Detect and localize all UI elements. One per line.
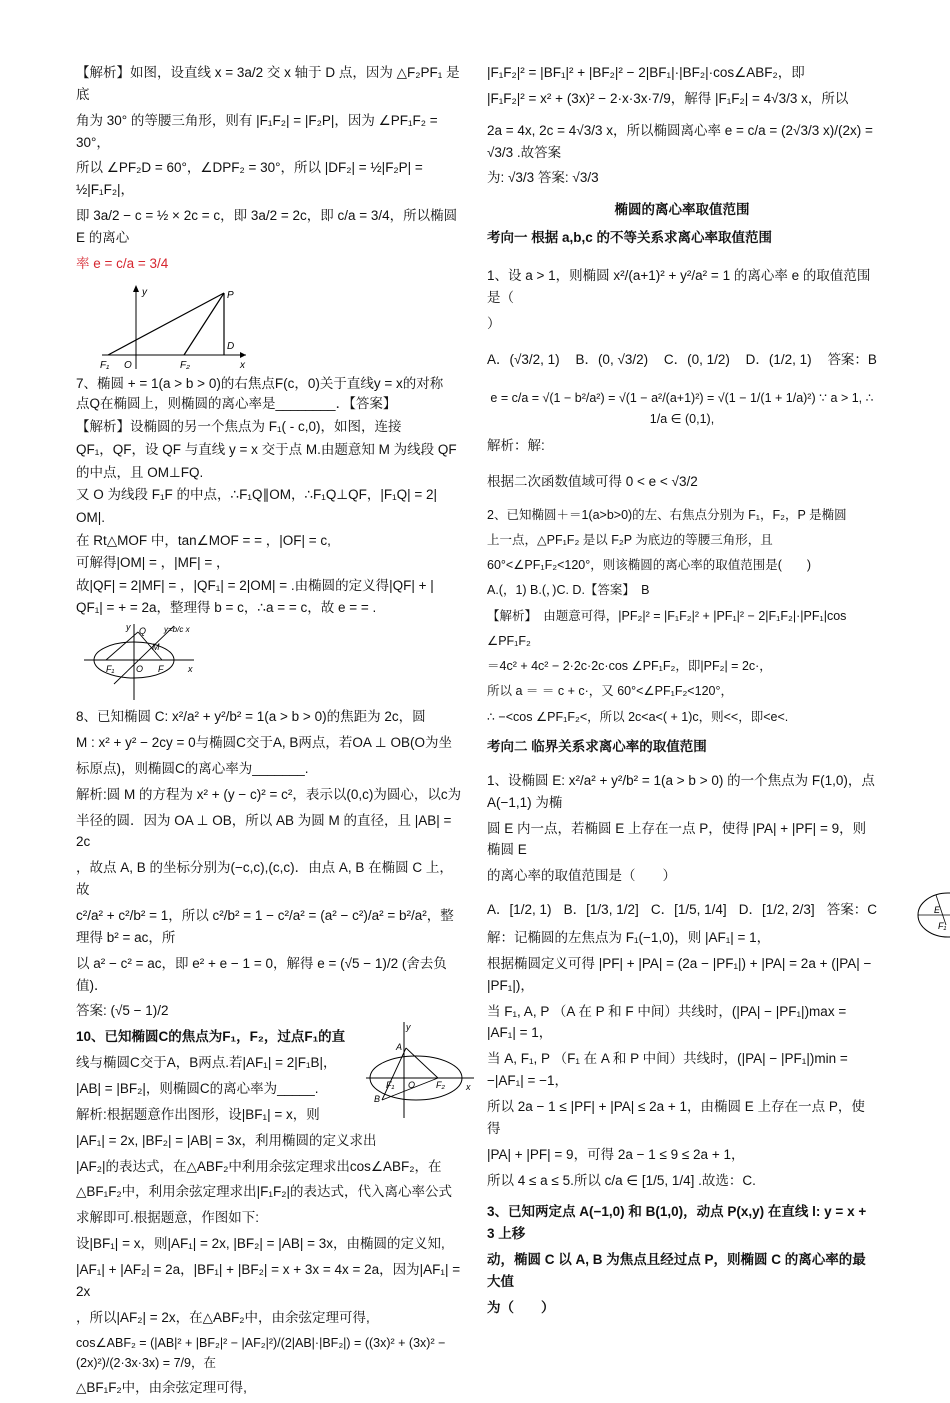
sol-line: 角为 30° 的等腰三角形，则有 |F₁F₂| = |F₂P|，因为 ∠PF₁F₂ = 30°， xyxy=(76,112,438,150)
option-a: A．[1/2, 1) xyxy=(487,902,552,918)
sol-line: 率 e = c/a = 3/4 xyxy=(76,255,169,271)
q10-line: |AB| = |BF₂|，则椭圆C的离心率为_____. xyxy=(76,1080,319,1096)
fig-label: F₂ xyxy=(436,1080,445,1091)
q10-line: |AF₁| = 2x, |BF₂| = |AB| = 3x，利用椭圆的定义求出 xyxy=(76,1132,377,1148)
left-column xyxy=(76,62,471,1403)
q10-line: 求解即可.根据题意，作图如下: xyxy=(76,1210,260,1226)
fig-label: P xyxy=(227,289,234,301)
fig-label: O xyxy=(408,1080,416,1091)
problem-3-options xyxy=(487,899,877,921)
q10-line: △BF₁F₂中，利用余弦定理求出|F₁F₂|的表达式，代入离心率公式 xyxy=(76,1184,452,1200)
problem-3-solution: |PA| + |PF| = 9，可得 2a − 1 ≤ 9 ≤ 2a + 1， xyxy=(487,1146,745,1162)
fig-label: O xyxy=(124,359,132,371)
q7-line: OM|. xyxy=(76,509,106,525)
fig-label: M xyxy=(152,642,160,653)
fig-label: O xyxy=(136,664,144,675)
sol-line: 【解析】如图，设直线 x = 3a/2 交 x 轴于 D 点，因为 △F₂PF₁ 是底 xyxy=(76,65,460,102)
problem-2-line: ∴ −<cos ∠PF₁F₂<，所以 2c<a<( + 1)c，则<<，即<e<. xyxy=(487,709,789,724)
problem-3-line: 的离心率的取值范围是（ ） xyxy=(487,868,676,884)
q10-line: 线与椭圆C交于A，B两点.若|AF₁| = 2|F₁B|， xyxy=(76,1055,337,1071)
edge-figure-fragment xyxy=(910,885,950,945)
problem-3-solution: 所以 2a − 1 ≤ |PF| + |PA| ≤ 2a + 1，由椭圆 E 上存在一点 P，使得 xyxy=(487,1098,865,1136)
q8-line: 答案: (√5 − 1)/2 xyxy=(76,1003,169,1019)
direction-1-title: 考向一 根据 a,b,c 的不等关系求离心率取值范围 xyxy=(487,230,773,246)
problem-3-solution: 根据椭圆定义可得 |PF| + |PA| = (2a − |PF₁|) + |PA| = 2a + (|PA| − |PF₁|)， xyxy=(487,955,872,993)
fig-label: x xyxy=(240,359,245,371)
problem-2-line: 【解析】 由题意可得，|PF₂|² = |F₁F₂|² + |PF₁|² − 2|F₁F₂|·|PF₁|cos xyxy=(487,608,847,623)
direction-2-title: 考向二 临界关系求离心率的取值范围 xyxy=(487,738,707,754)
problem-2-line: A.(，1) B.(，)C. D.【答案】 B xyxy=(487,583,650,598)
problem-2-line: 上一点，△PF₁F₂ 是以 F₂P 为底边的等腰三角形，且 xyxy=(487,532,773,547)
option-d: D．[1/2, 2/3] xyxy=(738,902,815,918)
section-title: 椭圆的离心率取值范围 xyxy=(614,202,750,218)
q8-line: ，故点 A, B 的坐标分别为(−c,c),(c,c)．由点 A, B 在椭圆 C 上，故 xyxy=(76,860,453,898)
right-column xyxy=(487,62,877,1323)
problem-2-line: 2、已知椭圆＋＝1(a>b>0)的左、右焦点分别为 F₁，F₂，P 是椭圆 xyxy=(487,507,847,522)
q10-line: ，所以|AF₂| = 2x，在△ABF₂中，由余弦定理可得, xyxy=(76,1309,370,1325)
fig-label: F₂ xyxy=(180,359,190,371)
q7-line: 又 O 为线段 F₁F 的中点，∴F₁Q∥OM，∴F₁Q⊥QF，|F₁Q| = 2| xyxy=(76,487,438,503)
q10-line: △BF₁F₂中，由余弦定理可得, xyxy=(76,1380,247,1396)
q8-line: 以 a² − c² = ac，即 e² + e − 1 = 0，解得 e = (√5 − 1)/2 (舍去负值)． xyxy=(76,955,447,993)
answer: 答案：C xyxy=(826,902,877,918)
q10-line: 设|BF₁| = x，则|AF₁| = 2x, |BF₂| = |AB| = 3x，由椭圆的定义知, xyxy=(76,1236,445,1252)
problem-4-line: 动，椭圆 C 以 A, B 为焦点且经过点 P，则椭圆 C 的离心率的最大值 xyxy=(487,1252,866,1289)
problem-3-line: 1、设椭圆 E: x²/a² + y²/b² = 1(a > b > 0) 的一个焦点为 F(1,0)，点 A(−1,1) 为椭 xyxy=(487,772,875,810)
fig-label: F₁ xyxy=(106,664,115,675)
fig-label: x xyxy=(466,1082,471,1093)
q10-line: 解析:根据题意作出图形，设|BF₁| = x，则 xyxy=(76,1106,320,1122)
problem-4-line: 3、已知两定点 A(−1,0) 和 B(1,0)，动点 P(x,y) 在直线 l: y = x + 3 上移 xyxy=(487,1204,867,1242)
fig-label: x xyxy=(188,664,193,675)
q7-line: 7、椭圆 + = 1(a > b > 0)的右焦点F(c，0)关于直线y = x的对称 xyxy=(76,375,444,391)
q8-line: 8、已知椭圆 C: x²/a² + y²/b² = 1(a > b > 0)的焦距为 2c，圆 xyxy=(76,709,426,725)
q8-line: 半径的圆．因为 OA ⊥ OB，所以 AB 为圆 M 的直径，且 |AB| = 2c xyxy=(76,812,452,850)
problem-3-solution: 当 F₁, A, P （A 在 P 和 F 中间）共线时，(|PA| − |PF₁|)max = |AF₁| = 1， xyxy=(487,1003,847,1041)
cont-line: 2a = 4x, 2c = 4√3/3 x，所以椭圆离心率 e = c/a = (2√3/3 x)/(2x) = √3/3 .故答案 xyxy=(487,122,873,160)
problem-1-options xyxy=(487,349,877,371)
problem-2-line: 所以 a ＝ ＝ c + c·，又 60°<∠PF₁F₂<120°， xyxy=(487,684,733,699)
option-c: C．[1/5, 1/4] xyxy=(650,902,727,918)
option-b: B．(0, √3/2) xyxy=(575,351,649,367)
sol-line: 即 3a/2 − c = ½ × 2c = c，即 3a/2 = 2c，即 c/a = 3/4，所以椭圆 E 的离心 xyxy=(76,208,458,246)
answer: 答案：B xyxy=(827,351,877,367)
q10-line: |AF₁| + |AF₂| = 2a，|BF₁| + |BF₂| = x + 3x = 4x = 2a，因为|AF₁| = 2x xyxy=(76,1261,461,1299)
q10-title: 10、已知椭圆C的焦点为F₁，F₂，过点F₁的直 xyxy=(76,1029,346,1045)
problem-3-line: 圆 E 内一点，若椭圆 E 上存在一点 P，使得 |PA| + |PF| = 9，则椭圆 E xyxy=(487,820,867,858)
fig-label: F₁ xyxy=(100,359,110,371)
fig-label: y xyxy=(126,622,131,633)
q8-line: M : x² + y² − 2cy = 0与椭圆C交于A, B两点，若OA ⊥ OB(O为坐 xyxy=(76,734,452,750)
problem-2-line: ∠PF₁F₂ xyxy=(487,633,531,648)
problem-2-line: ＝4c² + 4c² − 2·2c·2c·cos ∠PF₁F₂，即|PF₂| = 2c·， xyxy=(487,659,772,674)
edge-label: F₁ xyxy=(938,921,947,931)
q10-line: cos∠ABF₂ = (|AB|² + |BF₂|² − |AF₂|²)/(2|AB|·|BF₂|) = ((3x)² + (3x)² − (2x)²)/(2·3x·3x) = 7/9，在 xyxy=(76,1335,446,1370)
fig-label: y xyxy=(406,1022,411,1033)
fig-label: Q xyxy=(139,626,147,637)
problem-3-solution: 所以 4 ≤ a ≤ 5.所以 c/a ∈ [1/5, 1/4] .故选：C. xyxy=(487,1172,756,1188)
option-b: B．[1/3, 1/2] xyxy=(563,902,639,918)
problem-3-solution: 当 A, F₁, P （F₁ 在 A 和 P 中间）共线时，(|PA| − |PF₁|)min = −|AF₁| = −1， xyxy=(487,1051,848,1089)
q7-line: QF₁，QF，设 QF 与直线 y = x 交于点 M.由题意知 M 为线段 QF xyxy=(76,442,457,458)
cont-line: |F₁F₂|² = |BF₁|² + |BF₂|² − 2|BF₁|·|BF₂|·cos∠ABF₂，即 xyxy=(487,65,805,80)
option-a: A．(√3/2, 1) xyxy=(487,351,560,367)
fig-label: B xyxy=(374,1094,381,1105)
problem-1-line: 1、设 a > 1，则椭圆 x²/(a+1)² + y²/a² = 1 的离心率 e 的取值范围是（ xyxy=(487,268,871,305)
fig-label: F₁ xyxy=(386,1080,395,1091)
problem-1-solution: 解析：解: xyxy=(487,437,545,453)
q10-line: |AF₂|的表达式，在△ABF₂中利用余弦定理求出cos∠ABF₂，在 xyxy=(76,1158,442,1174)
q7-line: 故|QF| = 2|MF| = ，|QF₁| = 2|OM| = .由椭圆的定义得|QF| + | xyxy=(76,577,434,593)
problem-2-line: 60°<∠PF₁F₂<120°，则该椭圆的离心率的取值范围是( ) xyxy=(487,558,812,573)
fig-label: A xyxy=(396,1042,403,1053)
problem-3-solution: 解：记椭圆的左焦点为 F₁(−1,0)，则 |AF₁| = 1， xyxy=(487,929,771,945)
edge-label: E xyxy=(934,905,941,915)
problem-1-formula: e = c/a = √(1 − b²/a²) = √(1 − a²/(a+1)²) = √(1 − 1/(1 + 1/a)²) ∵ a > 1, ∴ 1/a ∈ (0,1), xyxy=(490,391,874,426)
cont-line: 为: √3/3 答案: √3/3 xyxy=(487,170,599,186)
problem-1-line: ） xyxy=(487,315,501,331)
q7-line: 在 Rt△MOF 中，tan∠MOF = = ，|OF| = c, xyxy=(76,532,331,548)
cont-line: |F₁F₂|² = x² + (3x)² − 2·x·3x·7/9，解得 |F₁F₂| = 4√3/3 x，所以 xyxy=(487,90,849,106)
problem-1-solution: 根据二次函数值域可得 0 < e < √3/2 xyxy=(487,473,698,489)
fig-label: F xyxy=(158,664,164,675)
problem-4-line: 为（ ） xyxy=(487,1299,555,1315)
fig-label: D xyxy=(227,340,235,352)
q7-line: 的中点，且 OM⊥FQ. xyxy=(76,464,204,480)
q8-line: 标原点)，则椭圆C的离心率为_______. xyxy=(76,760,309,776)
q7-line: QF₁| = + = 2a，整理得 b = c，∴a = = c，故 e = = . xyxy=(76,600,377,616)
q8-line: c²/a² + c²/b² = 1，所以 c²/b² = 1 − c²/a² = (a² − c²)/a² = b²/a²，整理得 b² = ac，所 xyxy=(76,907,454,945)
option-d: D．(1/2, 1) xyxy=(745,351,812,367)
triangle-figure xyxy=(96,283,256,373)
fig-label: y=b/c x xyxy=(164,625,190,635)
q7-line: 【解析】设椭圆的另一个焦点为 F₁( - c,0)，如图，连接 xyxy=(76,419,402,435)
fig-label: y xyxy=(142,286,147,298)
ellipse-figure-q7 xyxy=(84,622,204,702)
q7-line: 可解得|OM| = ，|MF| = ， xyxy=(76,555,230,571)
option-c: C．(0, 1/2) xyxy=(663,351,730,367)
q8-line: 解析:圆 M 的方程为 x² + (y − c)² = c²，表示以(0,c)为圆心，以c为 xyxy=(76,786,462,802)
sol-line: 所以 ∠PF₂D = 60°，∠DPF₂ = 30°，所以 |DF₂| = ½|F₂P| = ½|F₁F₂|， xyxy=(76,160,423,198)
ellipse-figure-q10 xyxy=(366,1020,476,1120)
q7-line: 点Q在椭圆上，则椭圆的离心率是________．【答案】 xyxy=(76,395,397,411)
